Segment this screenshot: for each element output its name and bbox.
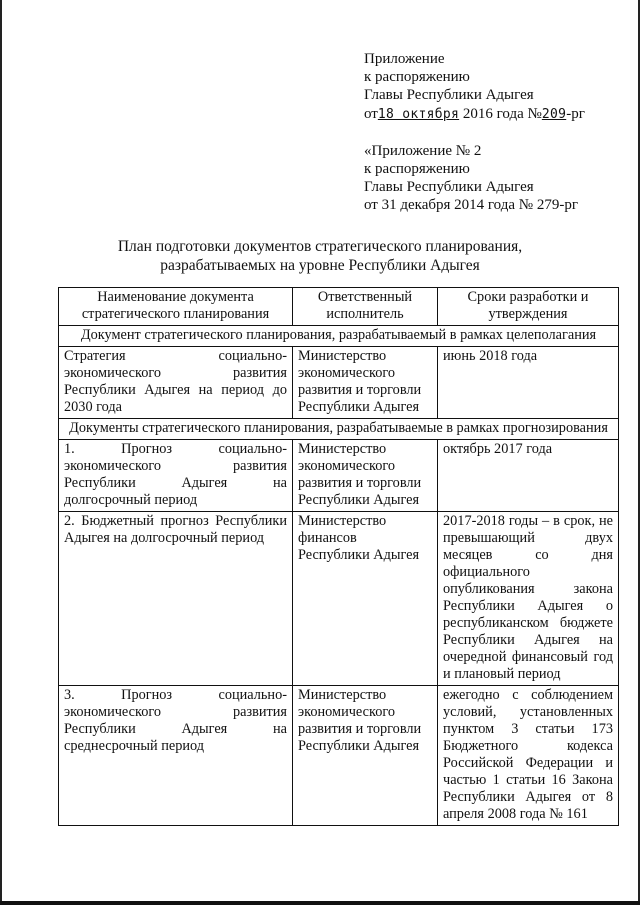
appendix2-line-1: «Приложение № 2 xyxy=(364,142,482,159)
deadline-cell: октябрь 2017 года xyxy=(438,440,619,512)
document-name-cell: 1. Прогноз социально-экономического развития Республики Адыгея на долгосрочный период xyxy=(59,440,293,512)
page-edge-left xyxy=(0,0,2,905)
table-row xyxy=(59,347,619,419)
section-heading-goal-setting: Документ стратегического планирования, разрабатываемый в рамках целеполагания xyxy=(59,326,619,347)
document-name-cell: 3. Прогноз социально-экономического развития Республики Адыгея на среднесрочный период xyxy=(59,686,293,826)
order-suffix: -рг xyxy=(566,105,585,122)
appendix-header xyxy=(364,50,614,215)
document-name-cell: 2. Бюджетный прогноз Республики Адыгея на долгосрочный период xyxy=(59,512,293,686)
executor-cell: Министерство финансов Республики Адыгея xyxy=(293,512,438,686)
header-line-3: Главы Республики Адыгея xyxy=(364,87,534,104)
header-line-2: к распоряжению xyxy=(364,69,470,86)
header-spacer xyxy=(364,124,614,142)
section-heading-forecasting: Документы стратегического планирования, разрабатываемые в рамках прогнозирования xyxy=(59,419,619,440)
title-line-2: разрабатываемых на уровне Республики Адыгея xyxy=(160,256,480,274)
deadline-cell: 2017-2018 годы – в срок, не превышающий двух месяцев со дня официального опубликования закона Республики Адыгея о республиканском бюджете Республики Адыгея на очередной финансовый год и плановый период xyxy=(438,512,619,686)
planning-table xyxy=(58,287,619,826)
table-row xyxy=(59,440,619,512)
column-header-deadline: Сроки разработки и утверждения xyxy=(438,288,619,326)
handwritten-date: 18 октября xyxy=(377,106,460,122)
table-row xyxy=(59,512,619,686)
executor-cell: Министерство экономического развития и торговли Республики Адыгея xyxy=(293,440,438,512)
column-header-name: Наименование документа стратегического планирования xyxy=(59,288,293,326)
deadline-cell: ежегодно с соблюдением условий, установленных пунктом 3 статьи 173 Бюджетного кодекса Российской Федерации и частью 1 статьи 16 Закона Республики Адыгея от 8 апреля 2008 года № 161 xyxy=(438,686,619,826)
executor-cell: Министерство экономического развития и торговли Республики Адыгея xyxy=(293,686,438,826)
appendix2-line-2: к распоряжению xyxy=(364,161,470,178)
header-date-line xyxy=(364,105,614,124)
date-prefix: от xyxy=(364,105,378,122)
column-header-executor: Ответственный исполнитель xyxy=(293,288,438,326)
executor-cell: Министерство экономического развития и торговли Республики Адыгея xyxy=(293,347,438,419)
deadline-cell: июнь 2018 года xyxy=(438,347,619,419)
date-year: 2016 года № xyxy=(459,105,542,122)
section-row-forecasting xyxy=(59,419,619,440)
appendix2-line-3: Главы Республики Адыгея xyxy=(364,179,534,196)
table-row xyxy=(59,686,619,826)
appendix2-line-4: от 31 декабря 2014 года № 279-рг xyxy=(364,197,578,214)
header-line-1: Приложение xyxy=(364,51,445,67)
table-header-row xyxy=(59,288,619,326)
document-name-cell: Стратегия социально-экономического развития Республики Адыгея на период до 2030 года xyxy=(59,347,293,419)
section-row-goal-setting xyxy=(59,326,619,347)
title-line-1: План подготовки документов стратегического планирования, xyxy=(117,238,523,255)
document-title xyxy=(40,238,600,275)
handwritten-order-number: 209 xyxy=(541,106,567,122)
page-bottom-edge xyxy=(0,901,640,905)
